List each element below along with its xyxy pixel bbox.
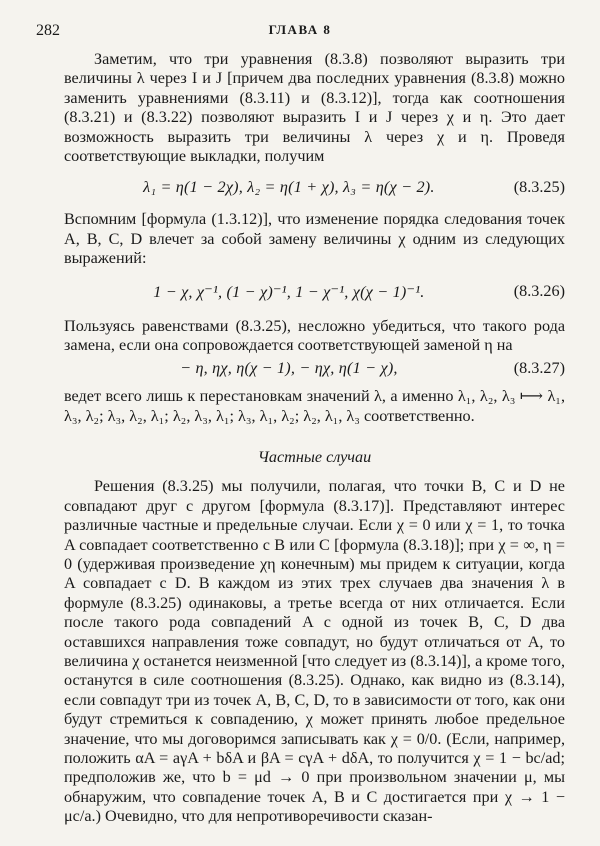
equation-expression: − η, ηχ, η(χ − 1), − ηχ, η(1 − χ), bbox=[180, 358, 398, 377]
equation-8-3-25 bbox=[64, 176, 565, 198]
equation-expression: 1 − χ, χ⁻¹, (1 − χ)⁻¹, 1 − χ⁻¹, χ(χ − 1)⁻¹. bbox=[153, 282, 425, 301]
equation-expression: λ₁ = η(1 − 2χ), λ₂ = η(1 + χ), λ₃ = η(χ − 2). bbox=[143, 177, 435, 196]
page-body bbox=[64, 50, 565, 827]
running-head: ГЛАВА 8 bbox=[268, 22, 332, 37]
paragraph-1: Заметим, что три уравнения (8.3.8) позволяют выразить три величины λ через I и J [причем два последних уравнения (8.3.8) можно заменить уравнениями (8.3.11) и (8.3.12)], тогда как соотношения (8.3.21) и (8.3.22) позволяют выразить I и J через χ и η. Это дает возможность выразить три величины λ через χ и η. Проведя соответствующие выкладки, получим bbox=[64, 50, 565, 166]
paragraph-3: Пользуясь равенствами (8.3.25), несложно убедиться, что такого рода замена, если она сопровождается соответствующей заменой η на bbox=[64, 316, 565, 355]
equation-number: (8.3.26) bbox=[513, 282, 565, 301]
page-number: 282 bbox=[36, 22, 60, 39]
section-title: Частные случаи bbox=[257, 448, 372, 467]
equation-number: (8.3.25) bbox=[513, 177, 565, 196]
paragraph-5: Решения (8.3.25) мы получили, полагая, что точки B, C и D не совпадают друг с другом [формула (8.3.17)]. Представляют интерес различные частные и предельные случаи. Если χ = 0 или χ = 1, то точка A совпадает соответственно с B или C [формула (8.3.18)]; при χ = ∞, η = 0 (удерживая произведение χη конечным) мы придем к ситуации, когда A совпадает с D. В каждом из этих трех случаев два значения λ в формуле (8.3.25) одинаковы, а третье всегда от них отличается. Если после такого рода совпадений A с одной из точек B, C, D два оставшихся направления тоже совпадут, но будут отличаться от A, то величина χ останется неизменной [что следует из (8.3.14)], а кроме того, останутся в силе соотношения (8.3.25). Однако, как видно из (8.3.14), если совпадут три из точек A, B, C, D, то в зависимости от того, как они будут стремиться к совпадению, χ может принять любое предельное значение, что мы договоримся записывать как χ = 0/0. (Если, например, положить αA = aγA + bδA и βA = cγA + dδA, то получится χ = 1 − bc/ad; предположив же, что b = μd → 0 при произвольном значении μ, мы обнаружим, что совпадение точек A, B и C достигается при χ → 1 − μc/a.) Очевидно, что для непротиворечивости сказан- bbox=[64, 477, 565, 826]
paragraph-2: Вспомним [формула (1.3.12)], что изменение порядка следования точек A, B, C, D влечет за собой замену величины χ одним из следующих выражений: bbox=[64, 210, 565, 268]
equation-8-3-27 bbox=[64, 357, 565, 379]
paragraph-4: ведет всего лишь к перестановкам значений λ, а именно λ₁, λ₂, λ₃ ⟼ λ₁, λ₃, λ₂; λ₃, λ₂, λ₁; λ₂, λ₃, λ₁; λ₃, λ₁, λ₂; λ₂, λ₁, λ₃ соответственно. bbox=[64, 387, 565, 425]
equation-8-3-26 bbox=[64, 281, 565, 303]
equation-number: (8.3.27) bbox=[513, 358, 565, 377]
